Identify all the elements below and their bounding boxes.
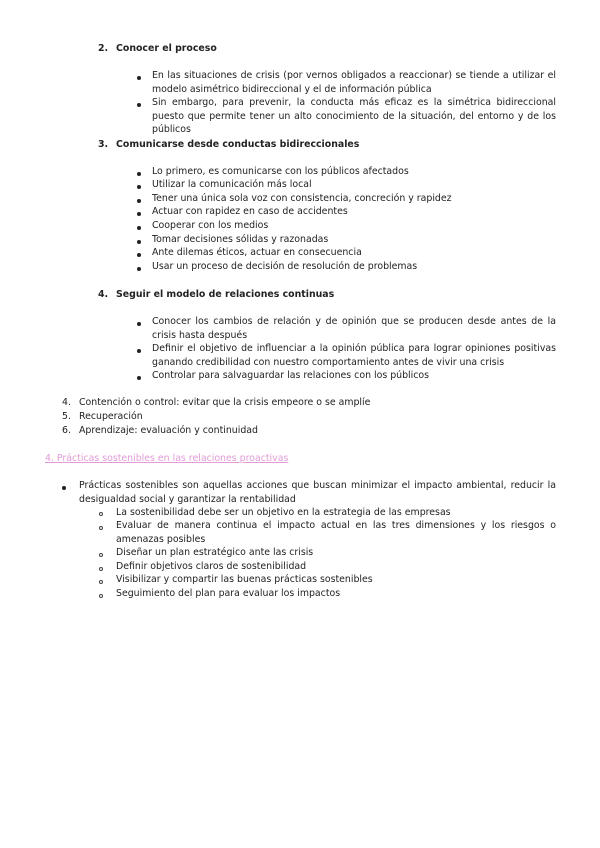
- list-item: Actuar con rapidez en caso de accidentes: [152, 206, 348, 217]
- list-item: Tomar decisiones sólidas y razonadas: [152, 234, 329, 245]
- bullet-icon: [62, 486, 66, 490]
- list-item: Usar un proceso de decisión de resolución de problemas: [152, 261, 418, 272]
- circle-bullet-icon: [99, 567, 103, 571]
- phase-item: Recuperación: [79, 411, 143, 422]
- bullet-icon: [137, 376, 141, 380]
- bullet-icon: [137, 172, 141, 176]
- list-item: Sin embargo, para prevenir, la conducta más eficaz es la simétrica bidireccional puesto que permite tener un alto conocimiento de la situación, del entorno y de los públicos: [152, 97, 556, 136]
- list-item: Tener una única sola voz con consistencia, concreción y rapidez: [152, 193, 452, 204]
- sub-list-item: Diseñar un plan estratégico ante las crisis: [116, 547, 314, 558]
- bullet-icon: [137, 212, 141, 216]
- phase-number: 5.: [62, 411, 71, 422]
- bullet-icon: [137, 267, 141, 271]
- phase-item: Aprendizaje: evaluación y continuidad: [79, 425, 258, 436]
- section-2-number: 2.: [98, 43, 109, 54]
- circle-bullet-icon: [99, 594, 103, 598]
- phase-item: Contención o control: evitar que la crisis empeore o se amplíe: [79, 397, 371, 408]
- section-3-heading: Comunicarse desde conductas bidireccionales: [116, 139, 360, 150]
- bullet-icon: [137, 240, 141, 244]
- list-item: Controlar para salvaguardar las relaciones con los públicos: [152, 370, 430, 381]
- bullet-icon: [137, 226, 141, 230]
- list-item: Cooperar con los medios: [152, 220, 269, 231]
- section-link-heading[interactable]: 4. Prácticas sostenibles en las relaciones proactivas: [45, 453, 289, 464]
- bullet-icon: [137, 253, 141, 257]
- list-item: Utilizar la comunicación más local: [152, 179, 312, 190]
- bullet-icon: [137, 349, 141, 353]
- circle-bullet-icon: [99, 580, 103, 584]
- sub-list-item: Evaluar de manera continua el impacto actual en las tres dimensiones y los riesgos o amenazas posibles: [116, 520, 556, 545]
- circle-bullet-icon: [99, 512, 103, 516]
- sub-list-item: Visibilizar y compartir las buenas prácticas sostenibles: [116, 574, 373, 585]
- sub-list-item: La sostenibilidad debe ser un objetivo en la estrategia de las empresas: [116, 507, 451, 518]
- bullet-icon: [137, 322, 141, 326]
- sub-list-item: Seguimiento del plan para evaluar los impactos: [116, 588, 341, 599]
- list-item: Prácticas sostenibles son aquellas acciones que buscan minimizar el impacto ambiental, reducir la desigualdad social y garantizar la rentabilidad: [79, 480, 556, 505]
- list-item: Conocer los cambios de relación y de opinión que se producen desde antes de la crisis hasta después: [152, 316, 556, 341]
- section-4-heading: Seguir el modelo de relaciones continuas: [116, 289, 335, 300]
- list-item: Lo primero, es comunicarse con los públicos afectados: [152, 166, 409, 177]
- list-item: En las situaciones de crisis (por vernos obligados a reaccionar) se tiende a utilizar el modelo asimétrico bidireccional y el de información pública: [152, 70, 556, 95]
- section-3-number: 3.: [98, 139, 109, 150]
- phase-number: 4.: [62, 397, 71, 408]
- section-2-heading: Conocer el proceso: [116, 43, 217, 54]
- circle-bullet-icon: [99, 553, 103, 557]
- sub-list-item: Definir objetivos claros de sostenibilidad: [116, 561, 307, 572]
- phase-number: 6.: [62, 425, 71, 436]
- bullet-icon: [137, 103, 141, 107]
- bullet-icon: [137, 185, 141, 189]
- circle-bullet-icon: [99, 526, 103, 530]
- list-item: Definir el objetivo de influenciar a la opinión pública para lograr opiniones positivas ganando credibilidad con nuestro comportamiento antes de vivir una crisis: [152, 343, 556, 368]
- list-item: Ante dilemas éticos, actuar en consecuencia: [152, 247, 362, 258]
- bullet-icon: [137, 199, 141, 203]
- bullet-icon: [137, 76, 141, 80]
- section-4-number: 4.: [98, 289, 109, 300]
